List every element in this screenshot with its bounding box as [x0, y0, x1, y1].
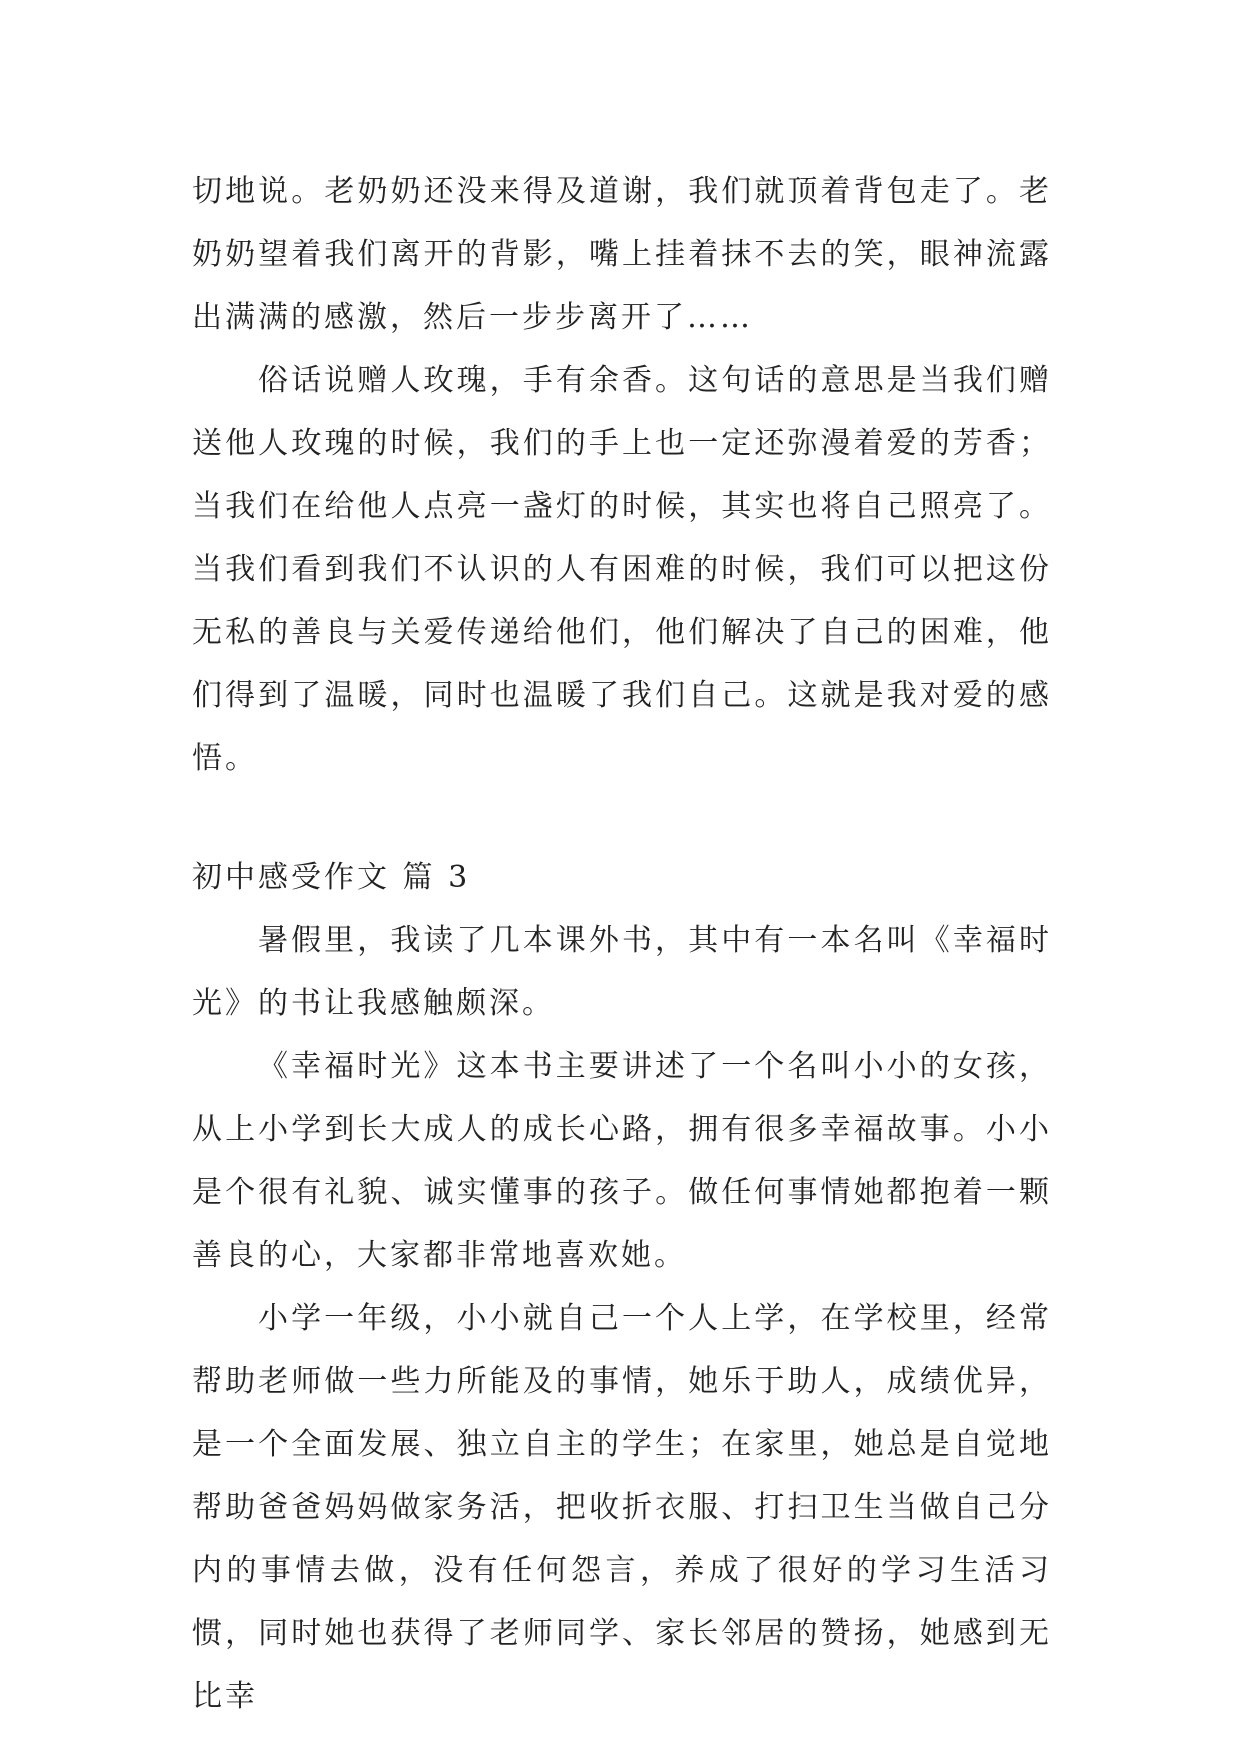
paragraph-summer-reading: 暑假里，我读了几本课外书，其中有一本名叫《幸福时光》的书让我感触颇深。 [192, 923, 1052, 1021]
document-body [192, 160, 1052, 1728]
paragraph-proverb: 俗话说赠人玫瑰，手有余香。这句话的意思是当我们赠送他人玫瑰的时候，我们的手上也一定还弥漫着爱的芳香；当我们在给他人点亮一盏灯的时候，其实也将自己照亮了。当我们看到我们不认识的人有困难的时候，我们可以把这份无私的善良与关爱传递给他们，他们解决了自己的困难，他们得到了温暖，同时也温暖了我们自己。这就是我对爱的感悟。 [192, 363, 1052, 776]
paragraph-continuation: 切地说。老奶奶还没来得及道谢，我们就顶着背包走了。老奶奶望着我们离开的背影，嘴上挂着抹不去的笑，眼神流露出满满的感激，然后一步步离开了…… [192, 174, 1052, 335]
paragraph-first-grade: 小学一年级，小小就自己一个人上学，在学校里，经常帮助老师做一些力所能及的事情，她乐于助人，成绩优异，是一个全面发展、独立自主的学生；在家里，她总是自觉地帮助爸爸妈妈做家务活，把收折衣服、打扫卫生当做自己分内的事情去做，没有任何怨言，养成了很好的学习生活习惯，同时她也获得了老师同学、家长邻居的赞扬，她感到无比幸 [192, 1301, 1052, 1714]
paragraph-book-summary: 《幸福时光》这本书主要讲述了一个名叫小小的女孩，从上小学到长大成人的成长心路，拥有很多幸福故事。小小是个很有礼貌、诚实懂事的孩子。做任何事情她都抱着一颗善良的心，大家都非常地喜欢她。 [192, 1049, 1052, 1273]
section-title: 初中感受作文 篇 3 [192, 860, 471, 895]
